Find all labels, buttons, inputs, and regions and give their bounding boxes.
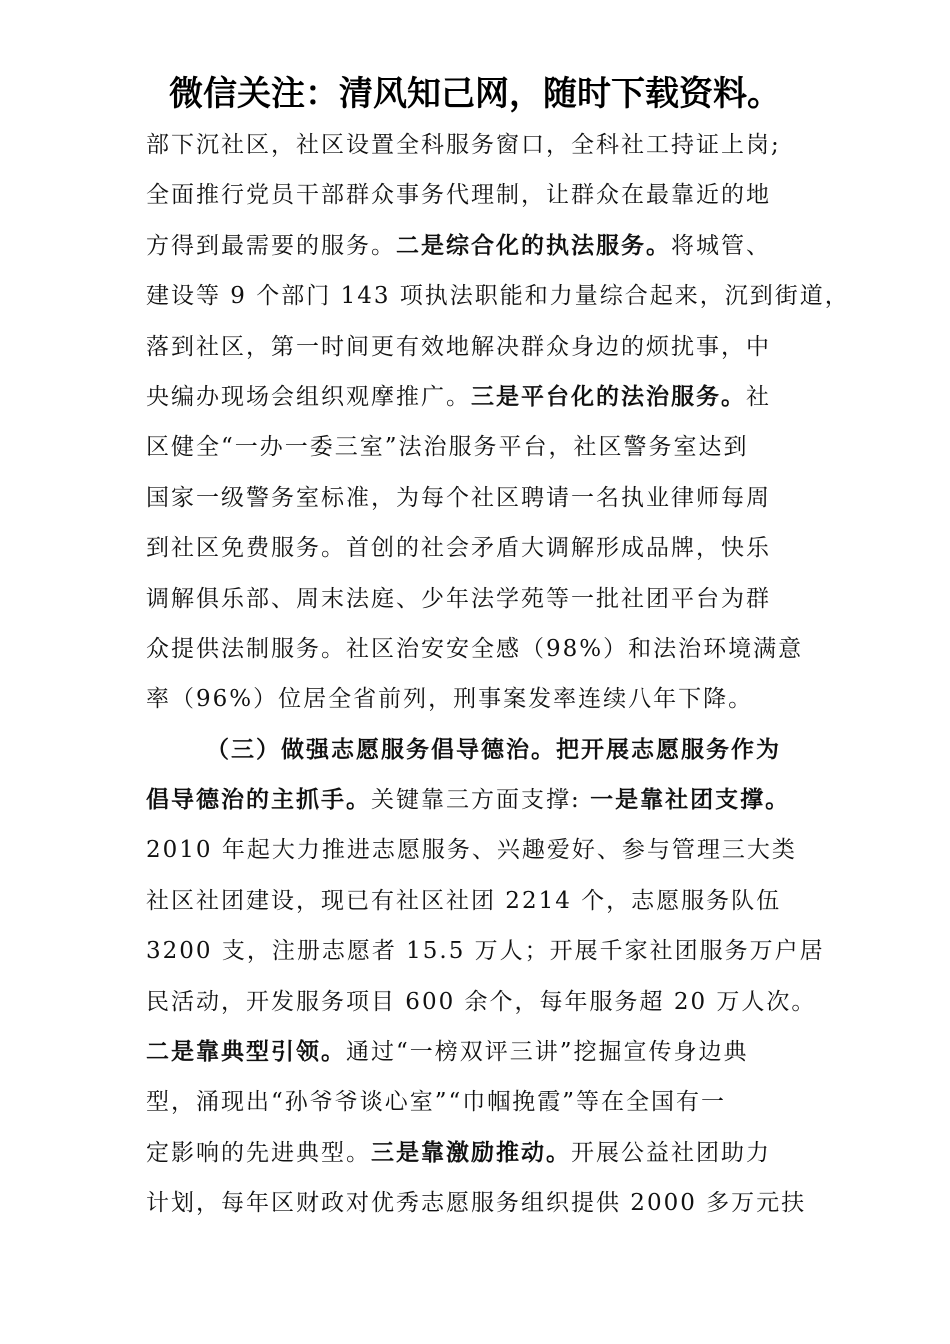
text-line bbox=[146, 271, 850, 321]
bold-text-run: 二是综合化的执法服务。 bbox=[396, 232, 671, 259]
text-run: 将城管、 bbox=[671, 232, 771, 259]
text-run: 社区社团建设，现已有社区社团 2214 个，志愿服务队伍 bbox=[146, 887, 782, 914]
text-line bbox=[146, 523, 826, 573]
text-run: 型，涌现出“孙爷爷谈心室”“巾帼挽霞”等在全国有一 bbox=[146, 1089, 727, 1116]
text-line bbox=[146, 120, 826, 170]
text-run: 国家一级警务室标准，为每个社区聘请一名执业律师每周 bbox=[146, 484, 771, 511]
text-run: 调解俱乐部、周末法庭、少年法学苑等一批社团平台为群 bbox=[146, 585, 771, 612]
text-run: 关键靠三方面支撑: bbox=[371, 787, 591, 814]
text-line bbox=[146, 422, 826, 472]
text-run: 全面推行党员干部群众事务代理制，让群众在最靠近的地 bbox=[146, 182, 771, 209]
bold-text-run: 三是平台化的法治服务。 bbox=[471, 383, 746, 410]
text-line bbox=[146, 977, 826, 1027]
bold-text-run: 二是靠典型引领。 bbox=[146, 1039, 346, 1066]
text-run: 部下沉社区，社区设置全科服务窗口，全科社工持证上岗; bbox=[146, 132, 781, 158]
text-run: 2010 年起大力推进志愿服务、兴趣爱好、参与管理三大类 bbox=[146, 837, 797, 864]
text-run: 央编办现场会组织观摩推广。 bbox=[146, 383, 471, 410]
text-line bbox=[146, 322, 826, 372]
text-run: 众提供法制服务。社区治安安全感（98%）和法治环境满意 bbox=[146, 635, 804, 662]
text-run: 定影响的先进典型。 bbox=[146, 1139, 371, 1166]
text-run: 计划，每年区财政对优秀志愿服务组织提供 2000 多万元扶 bbox=[146, 1190, 807, 1217]
text-line bbox=[146, 473, 826, 523]
text-line bbox=[146, 372, 826, 422]
text-line bbox=[146, 674, 826, 724]
bold-text-run: 一是靠社团支撑。 bbox=[590, 787, 791, 814]
bold-text-run: （三）做强志愿服务倡导德治。把开展志愿服务作为 bbox=[206, 736, 781, 763]
text-run: 3200 支，注册志愿者 15.5 万人；开展千家社团服务万户居 bbox=[146, 938, 825, 965]
text-line bbox=[146, 825, 826, 875]
text-line bbox=[146, 1027, 826, 1077]
text-run: 民活动，开发服务项目 600 余个，每年服务超 20 万人次。 bbox=[146, 988, 817, 1015]
text-run: 建设等 9 个部门 143 项执法职能和力量综合起来，沉到街道， bbox=[146, 283, 850, 310]
text-run: 方得到最需要的服务。 bbox=[146, 232, 396, 259]
text-line bbox=[146, 775, 826, 825]
text-run: 社 bbox=[746, 383, 771, 410]
text-run: 率（96%）位居全省前列，刑事案发率连续八年下降。 bbox=[146, 686, 754, 713]
text-run: 开展公益社团助力 bbox=[571, 1139, 771, 1166]
text-line bbox=[146, 221, 826, 271]
bold-text-run: 倡导德治的主抓手。 bbox=[146, 787, 371, 814]
watermark-header: 微信关注：清风知己网，随时下载资料。 bbox=[169, 74, 781, 114]
text-run: 通过“一榜双评三讲”挖掘宣传身边典 bbox=[346, 1039, 749, 1066]
bold-text-run: 三是靠激励推动。 bbox=[371, 1139, 571, 1166]
text-line bbox=[146, 1178, 826, 1228]
text-line bbox=[146, 1128, 826, 1178]
document-body bbox=[146, 120, 850, 1229]
text-line bbox=[146, 725, 826, 775]
text-run: 区健全“一办一委三室”法治服务平台，社区警务室达到 bbox=[146, 434, 749, 461]
text-line bbox=[146, 574, 826, 624]
text-line bbox=[146, 170, 826, 220]
text-run: 到社区免费服务。首创的社会矛盾大调解形成品牌，快乐 bbox=[146, 535, 771, 562]
text-line bbox=[146, 1077, 826, 1127]
text-line bbox=[146, 624, 826, 674]
text-run: 落到社区，第一时间更有效地解决群众身边的烦扰事，中 bbox=[146, 333, 771, 360]
text-line bbox=[146, 876, 826, 926]
text-line bbox=[146, 926, 826, 976]
